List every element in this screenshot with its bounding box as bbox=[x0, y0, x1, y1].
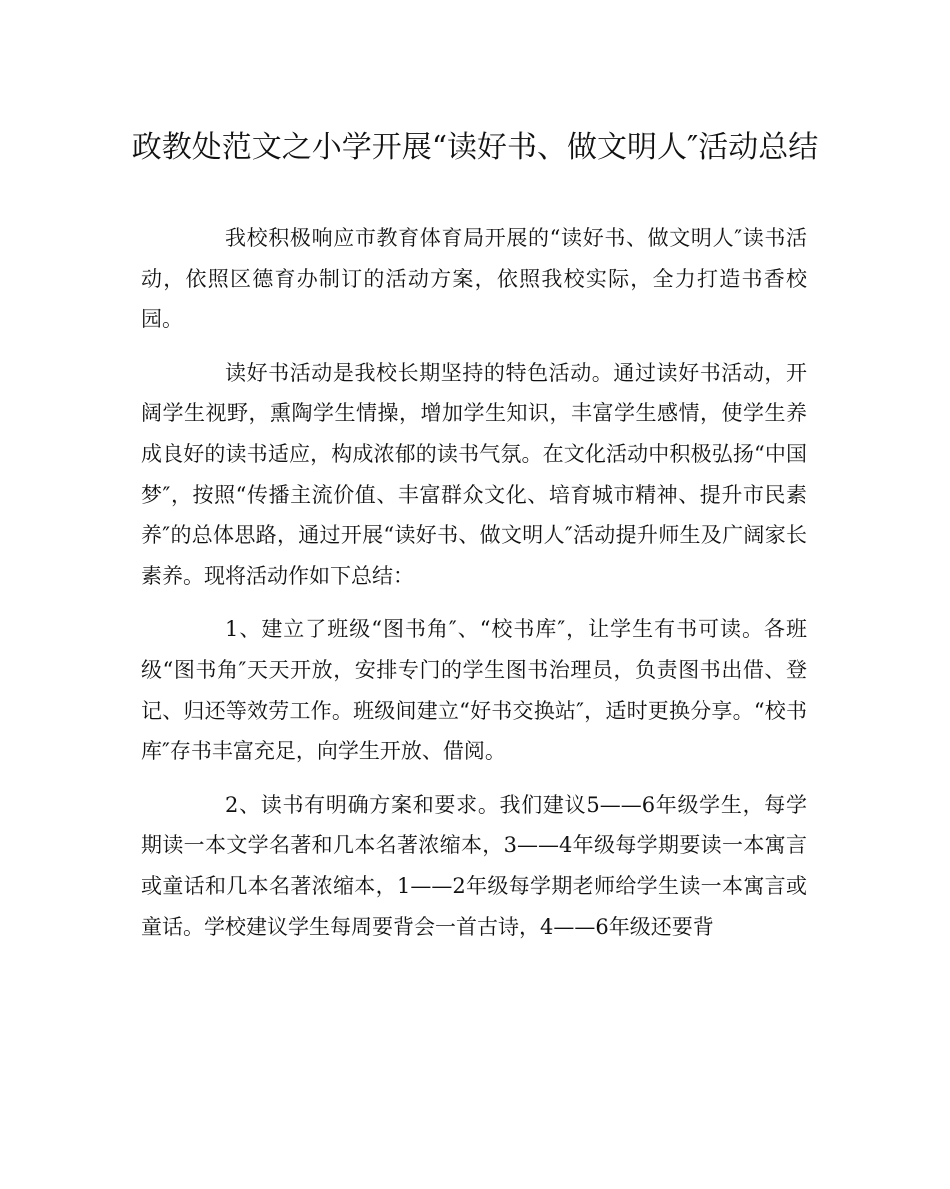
paragraph-item-2: 2、读书有明确方案和要求。我们建议5——6年级学生，每学期读一本文学名著和几本名著浓缩本，3——4年级每学期要读一本寓言或童话和几本名著浓缩本，1——2年级每学期老师给学生读一本寓言或童话。学校建议学生每周要背会一首古诗，4——6年级还要背 bbox=[141, 792, 807, 939]
document-title: 政教处范文之小学开展“读好书、做文明人″活动总结 bbox=[131, 130, 819, 165]
paragraph-intro: 我校积极响应市教育体育局开展的“读好书、做文明人″读书活动，依照区德育办制订的活动方案，依照我校实际，全力打造书香校园。 bbox=[141, 226, 807, 332]
paragraph-overview: 读好书活动是我校长期坚持的特色活动。通过读好书活动，开阔学生视野，熏陶学生情操，增加学生知识，丰富学生感情，使学生养成良好的读书适应，构成浓郁的读书气氛。在文化活动中积极弘扬“中国梦″，按照“传播主流价值、丰富群众文化、培育城市精神、提升市民素养″的总体思路，通过开展“读好书、做文明人″活动提升师生及广阔家长素养。现将活动作如下总结： bbox=[141, 360, 807, 588]
document-body bbox=[141, 218, 807, 960]
paragraph-item-1: 1、建立了班级“图书角″、“校书库″，让学生有书可读。各班级“图书角″天天开放，安排专门的学生图书治理员，负责图书出借、登记、归还等效劳工作。班级间建立“好书交换站″，适时更换分享。“校书库″存书丰富充足，向学生开放、借阅。 bbox=[141, 617, 807, 764]
